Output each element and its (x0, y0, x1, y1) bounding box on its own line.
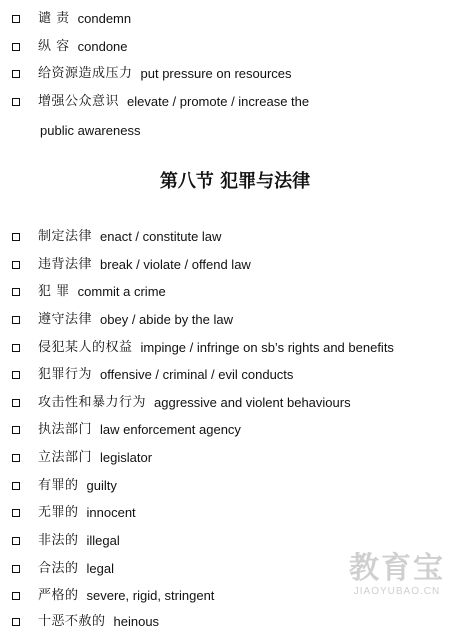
vocab-item (12, 64, 292, 84)
vocab-english: obey / abide by the law (100, 312, 233, 327)
vocab-item (12, 586, 214, 606)
vocab-chinese: 侵犯某人的权益 (38, 340, 133, 355)
vocab-english: severe, rigid, stringent (86, 588, 215, 603)
vocab-chinese: 谴 责 (38, 11, 70, 26)
vocab-chinese: 增强公众意识 (38, 94, 120, 109)
checkbox-icon (12, 592, 20, 600)
vocab-english: condone (77, 39, 128, 54)
checkbox-icon (12, 565, 20, 573)
vocab-chinese: 无罪的 (38, 505, 79, 520)
vocab-item (12, 255, 251, 275)
checkbox-icon (12, 288, 20, 296)
checkbox-icon (12, 454, 20, 462)
checkbox-icon (12, 15, 20, 23)
vocab-english: heinous (113, 614, 160, 629)
vocab-item (12, 365, 293, 385)
watermark-logo (342, 552, 452, 598)
vocab-item (12, 393, 351, 413)
vocab-english: law enforcement agency (100, 422, 241, 437)
vocab-english: illegal (86, 533, 120, 548)
vocab-item (12, 92, 309, 112)
vocab-item (12, 612, 159, 632)
vocab-english: put pressure on resources (140, 66, 292, 81)
checkbox-icon (12, 618, 20, 626)
checkbox-icon (12, 261, 20, 269)
checkbox-icon (12, 399, 20, 407)
vocab-english: legislator (100, 450, 153, 465)
checkbox-icon (12, 70, 20, 78)
vocab-chinese: 给资源造成压力 (38, 66, 133, 81)
checkbox-icon (12, 43, 20, 51)
watermark-chinese: 教育宝 (349, 551, 445, 586)
vocab-item (12, 420, 241, 440)
vocab-chinese: 制定法律 (38, 229, 93, 244)
vocab-chinese: 严格的 (38, 588, 79, 603)
vocab-chinese: 十恶不赦的 (38, 614, 106, 629)
vocab-continuation: public awareness (40, 123, 141, 138)
vocab-item (12, 531, 120, 551)
vocab-item (12, 476, 117, 496)
vocab-english: guilty (86, 478, 117, 493)
vocab-item (12, 282, 166, 302)
vocab-chinese: 攻击性和暴力行为 (38, 395, 147, 410)
vocab-chinese: 有罪的 (38, 478, 79, 493)
vocab-english: impinge / infringe on sb’s rights and benefits (140, 340, 394, 355)
vocab-chinese: 违背法律 (38, 257, 93, 272)
checkbox-icon (12, 316, 20, 324)
vocab-item (12, 338, 394, 358)
checkbox-icon (12, 509, 20, 517)
vocab-english: aggressive and violent behaviours (154, 395, 351, 410)
checkbox-icon (12, 426, 20, 434)
vocab-item (12, 503, 136, 523)
vocab-english: innocent (86, 505, 136, 520)
vocab-chinese: 遵守法律 (38, 312, 93, 327)
section-heading: 第八节 犯罪与法律 (159, 171, 311, 192)
watermark-url: JIAOYUBAO.CN (353, 586, 441, 597)
checkbox-icon (12, 233, 20, 241)
vocab-english: enact / constitute law (100, 229, 222, 244)
checkbox-icon (12, 98, 20, 106)
vocab-chinese: 犯 罪 (38, 284, 70, 299)
vocab-item (12, 448, 152, 468)
vocab-english: offensive / criminal / evil conducts (100, 367, 294, 382)
vocab-chinese: 合法的 (38, 561, 79, 576)
vocab-item (12, 559, 114, 579)
checkbox-icon (12, 482, 20, 490)
vocab-item (12, 9, 131, 29)
vocab-chinese: 犯罪行为 (38, 367, 93, 382)
checkbox-icon (12, 344, 20, 352)
vocab-chinese: 执法部门 (38, 422, 93, 437)
checkbox-icon (12, 537, 20, 545)
vocab-english: legal (86, 561, 114, 576)
vocab-chinese: 立法部门 (38, 450, 93, 465)
vocab-chinese: 纵 容 (38, 39, 70, 54)
vocab-english: elevate / promote / increase the (127, 94, 310, 109)
checkbox-icon (12, 371, 20, 379)
vocab-english: condemn (77, 11, 132, 26)
vocab-english: commit a crime (77, 284, 166, 299)
vocab-english: break / violate / offend law (100, 257, 251, 272)
vocab-item (12, 37, 128, 57)
vocab-chinese: 非法的 (38, 533, 79, 548)
vocab-item (12, 227, 221, 247)
vocab-item (12, 310, 233, 330)
